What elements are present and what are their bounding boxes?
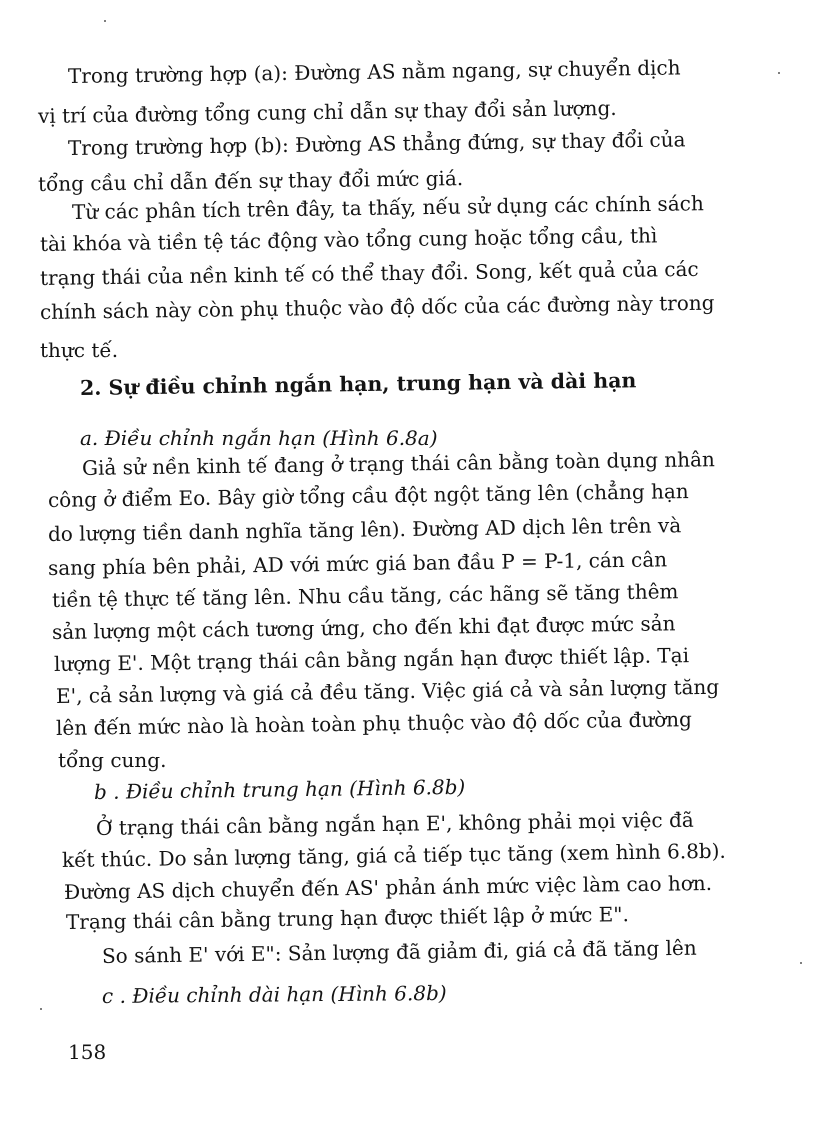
text-line: thực tế.	[40, 338, 119, 362]
text-line: kết thúc. Do sản lượng tăng, giá cả tiếp tục tăng (xem hình 6.8b).	[61, 838, 726, 872]
page-number: 158	[68, 1040, 107, 1064]
subsection-title-a: a. Điều chỉnh ngắn hạn (Hình 6.8a)	[80, 426, 438, 450]
section-heading: 2. Sự điều chỉnh ngắn hạn, trung hạn và dài hạn	[79, 368, 637, 400]
scan-speck	[40, 1008, 42, 1010]
text-line: E', cả sản lượng và giá cả đều tăng. Việc giá cả và sản lượng tăng	[55, 674, 720, 708]
text-line: So sánh E' với E": Sản lượng đã giảm đi, giá cả đã tăng lên	[101, 935, 697, 968]
text-line: Từ các phân tích trên đây, ta thấy, nếu sử dụng các chính sách	[71, 191, 704, 224]
text-line: Ở trạng thái cân bằng ngắn hạn E', không phải mọi việc đã	[95, 807, 694, 840]
subsection-title-c: c . Điều chỉnh dài hạn (Hình 6.8b)	[101, 980, 447, 1008]
text-line: công ở điểm Eo. Bây giờ tổng cầu đột ngột tăng lên (chẳng hạn	[47, 479, 689, 512]
scan-speck	[104, 20, 106, 22]
text-line: Trong trường hợp (a): Đường AS nằm ngang, sự chuyển dịch	[67, 55, 681, 88]
text-line: Giả sử nền kinh tế đang ở trạng thái cân bằng toàn dụng nhân	[81, 447, 716, 480]
text-line: tổng cung.	[58, 748, 167, 772]
text-line: tiền tệ thực tế tăng lên. Nhu cầu tăng, các hãng sẽ tăng thêm	[51, 579, 679, 612]
text-line: lượng E'. Một trạng thái cân bằng ngắn hạn được thiết lập. Tại	[53, 643, 690, 676]
text-line: sản lượng một cách tương ứng, cho đến khi đạt được mức sản	[51, 611, 676, 644]
text-line: Đường AS dịch chuyển đến AS' phản ánh mức việc làm cao hơn.	[63, 870, 713, 904]
text-line: sang phía bên phải, AD với mức giá ban đầu P = P-1, cán cân	[47, 547, 668, 580]
text-line: trạng thái của nền kinh tế có thể thay đổi. Song, kết quả của các	[39, 256, 699, 290]
text-line: tài khóa và tiền tệ tác động vào tổng cung hoặc tổng cầu, thì	[39, 223, 658, 256]
scan-speck	[778, 72, 780, 74]
text-line: Trạng thái cân bằng trung hạn được thiết lập ở mức E".	[65, 902, 630, 934]
scan-speck	[800, 962, 802, 964]
text-line: do lượng tiền danh nghĩa tăng lên). Đường AD dịch lên trên và	[47, 513, 682, 546]
text-line: Trong trường hợp (b): Đường AS thẳng đứng, sự thay đổi của	[67, 127, 686, 160]
subsection-title-b: b . Điều chỉnh trung hạn (Hình 6.8b)	[93, 774, 466, 804]
text-line: vị trí của đường tổng cung chỉ dẫn sự thay đổi sản lượng.	[37, 95, 617, 128]
text-line: lên đến mức nào là hoàn toàn phụ thuộc vào độ dốc của đường	[55, 707, 693, 740]
text-line: tổng cầu chỉ dẫn đến sự thay đổi mức giá.	[37, 166, 464, 196]
text-line: chính sách này còn phụ thuộc vào độ dốc của các đường này trong	[39, 290, 715, 324]
